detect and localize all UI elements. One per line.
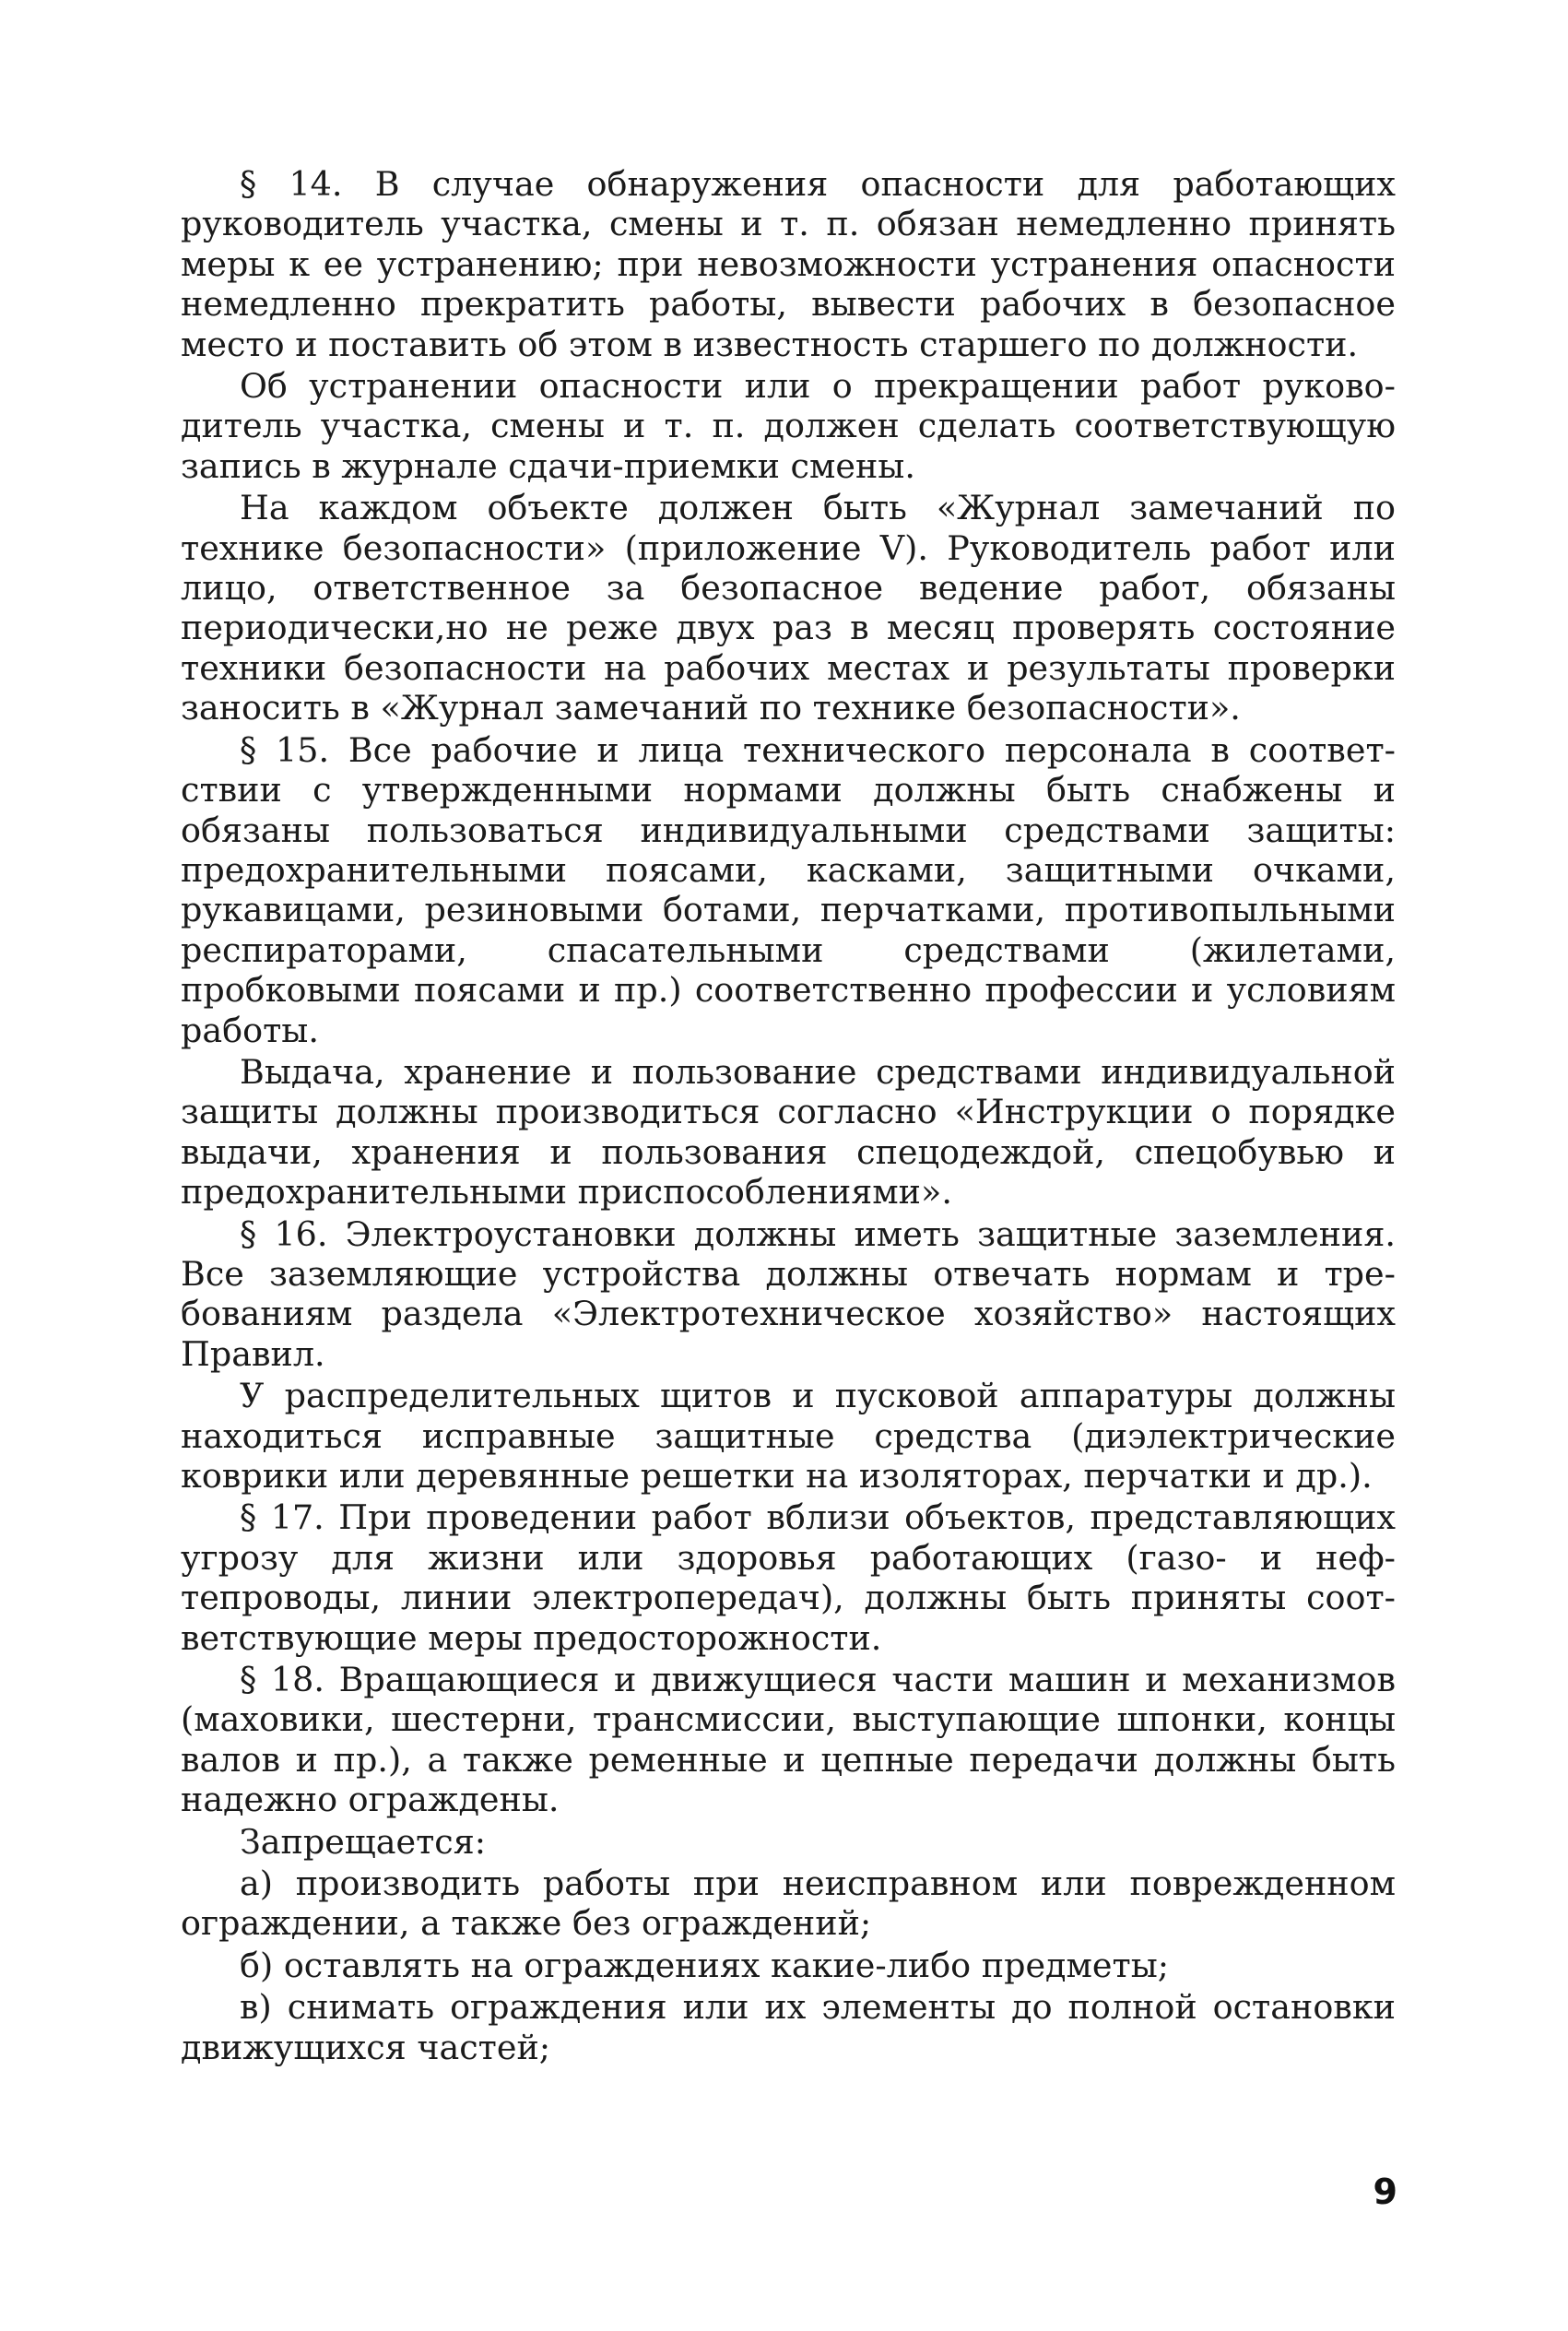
paragraph-switchboards: У распределительных щитов и пусковой аппаратуры должны находиться исправные защитные средства (диэлектрические коврики или деревянные решетки на изоляторах, перчатки и др.).: [181, 1376, 1396, 1496]
paragraph-15: § 15. Все рабочие и лица технического персонала в соответствии с утвержденными нормами должны быть снабжены и обязаны пользоваться индивидуальными средствами защиты: предохранительными поясами, касками, защитными очками, рукавицами, резиновыми ботами, перчатками, противопыльными респираторами, спасательными средствами (жилетами, пробковыми поясами и пр.) соответственно профессии и условиям работы.: [181, 729, 1396, 1050]
paragraph-protective-equipment: Выдача, хранение и пользование средствами индивидуальной защиты должны производиться согласно «Инструкции о порядке выдачи, хранения и пользования спецодеждой, спецобувью и предохранительными приспособлениями».: [181, 1051, 1396, 1213]
list-item-a: а) производить работы при неисправном или поврежденном ограждении, а также без ограждений;: [181, 1864, 1396, 1944]
page-number: 9: [1373, 2171, 1397, 2212]
paragraph-prohibited-heading: Запрещается:: [240, 1821, 487, 1862]
paragraph-safety-journal: На каждом объекте должен быть «Журнал замечаний по технике безопасности» (приложение V). Руководитель работ или лицо, ответственное за безопасное ведение работ, обязаны периодически,но не реже двух раз в месяц проверять состояние техники безопасности на рабочих местах и результаты проверки заносить в «Журнал замечаний по технике безопасности».: [181, 488, 1396, 728]
paragraph-16: § 16. Электроустановки должны иметь защитные заземления. Все заземляющие устройства должны отвечать нормам и требованиям раздела «Электротехническое хозяйство» настоящих Правил.: [181, 1213, 1396, 1374]
paragraph-14: § 14. В случае обнаружения опасности для работающих руководитель участка, смены и т. п. обязан немедленно принять меры к ее устранению; при невозможности устранения опасности немедленно прекратить работы, вывести рабочих в безопасное место и поставить об этом в известность старшего по должности.: [181, 164, 1396, 364]
body-text: [181, 164, 1396, 2069]
list-item-b: б) оставлять на ограждениях какие-либо предметы;: [240, 1945, 1170, 1985]
paragraph-elimination-record: Об устранении опасности или о прекращении работ руководитель участка, смены и т. п. должен сделать соответствующую запись в журнале сдачи-приемки смены.: [181, 366, 1396, 486]
paragraph-17: § 17. При проведении работ вблизи объектов, представляющих угрозу для жизни или здоровья работающих (газо- и нефтепроводы, линии электропередач), должны быть приняты соответствующие меры предосторожности.: [181, 1497, 1396, 1658]
paragraph-18: § 18. Вращающиеся и движущиеся части машин и механизмов (маховики, шестерни, трансмиссии, выступающие шпонки, концы валов и пр.), а также ременные и цепные передачи должны быть надежно ограждены.: [181, 1660, 1396, 1820]
list-item-v: в) снимать ограждения или их элементы до полной остановки движущихся частей;: [181, 1987, 1396, 2067]
